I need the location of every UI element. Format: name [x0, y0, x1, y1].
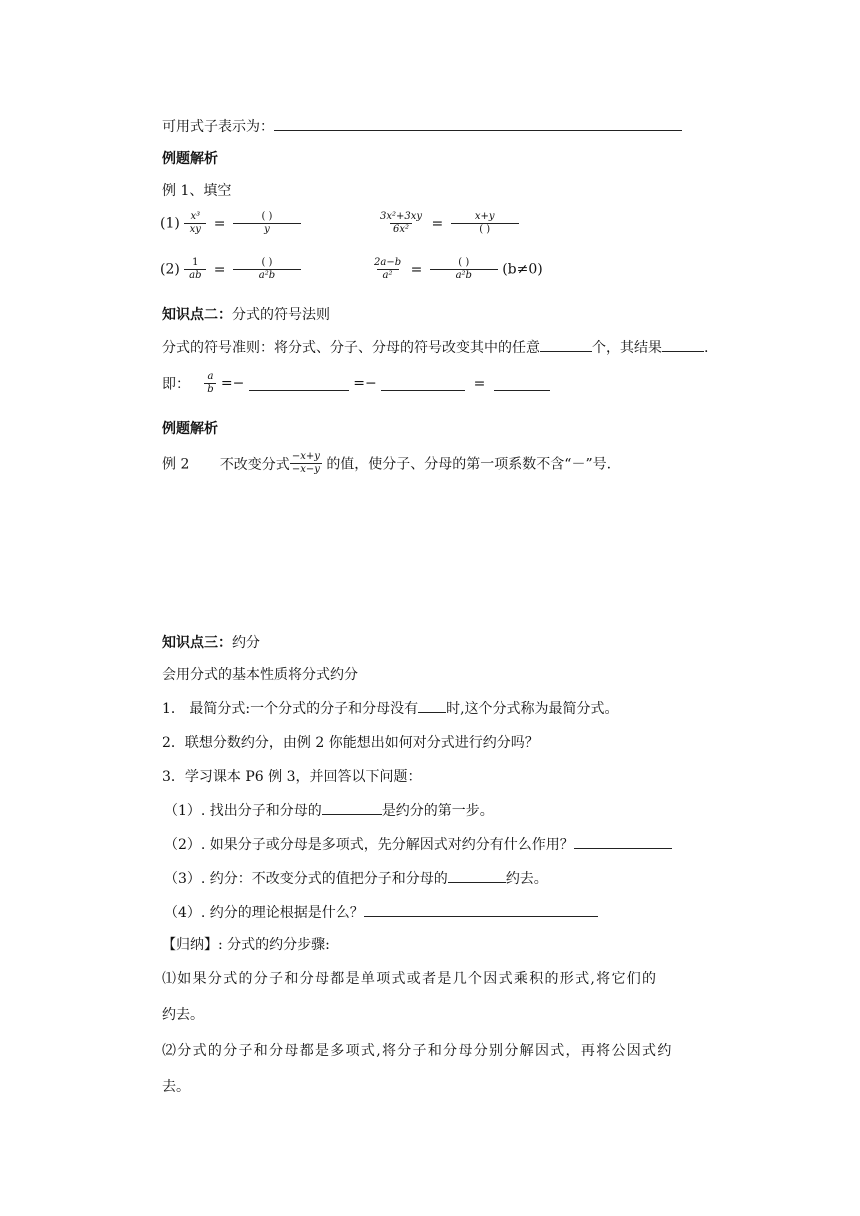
answer-fraction [233, 257, 301, 282]
denominator: a²b [233, 269, 301, 282]
section-title-2: 例题解析 [162, 421, 218, 437]
item-3: 3．学习课本 P6 例 3，并回答以下问题： [162, 769, 422, 785]
numerator: a [207, 371, 214, 382]
period: . [704, 340, 709, 356]
q4-text: （4）. 约分的理论根据是什么？ [164, 905, 364, 921]
numerator: x³ [190, 211, 201, 222]
ie-label: 即： [162, 376, 190, 393]
blank-2[interactable] [381, 376, 465, 391]
equals-sign: = [431, 215, 444, 232]
q3-text: （3）. 约分：不改变分式的值把分子和分母的 [164, 871, 448, 887]
equals-sign: = [213, 215, 226, 232]
q1-text: （1）. 找出分子和分母的 [164, 803, 322, 819]
question-1 [164, 800, 494, 820]
numerator: 2a−b [374, 257, 402, 268]
example-2-text-2: 的值，使分子、分母的第一项系数不含“－”号. [326, 456, 612, 473]
item-1 [162, 698, 619, 718]
ex1-problem-2 [378, 211, 519, 236]
knowledge-point-2 [162, 304, 330, 324]
question-2 [164, 834, 672, 854]
fraction [290, 451, 322, 476]
numerator: 1 [192, 257, 199, 268]
example-2-text: 不改变分式 [219, 456, 290, 473]
blank-1[interactable] [249, 376, 349, 391]
step-2-line-1: ⑵分式的分子和分母都是多项式,将分子和分母分别分解因式，再将公因式约 [162, 1043, 673, 1059]
blank[interactable] [418, 698, 446, 713]
condition-note: (b≠0) [502, 261, 543, 278]
sign-rule-equation [162, 371, 550, 396]
ex1-problem-1 [160, 211, 301, 236]
rule-text-2: 个，其结果 [592, 340, 662, 356]
section-title-1: 例题解析 [162, 151, 218, 167]
sign-rule [162, 337, 708, 357]
denominator: b [204, 383, 216, 396]
equals-minus: =− [353, 375, 377, 392]
item-2: 2．联想分数约分，由例 2 你能想出如何对分式进行约分吗？ [162, 735, 539, 751]
numerator: −x+y [291, 451, 320, 462]
problem-label: (2) [160, 261, 180, 278]
express-label: 可用式子表示为： [162, 119, 274, 135]
kp2-topic: 分式的符号法则 [232, 307, 330, 323]
numerator-blank[interactable]: ( ) [458, 257, 470, 268]
example-1-title: 例 1、填空 [162, 183, 232, 199]
equals-sign: = [213, 261, 226, 278]
blank[interactable] [448, 868, 506, 883]
denominator: 6x² [390, 223, 412, 236]
numerator-blank[interactable]: ( ) [261, 257, 273, 268]
q3-text-2: 约去。 [505, 871, 548, 887]
step-1-line-1: ⑴如果分式的分子和分母都是单项式或者是几个因式乘积的形式,将它们的 [162, 971, 658, 987]
example-2-label: 例 2 [162, 456, 190, 473]
summary-text: : 分式的约分步骤: [218, 937, 330, 953]
denominator: y [233, 223, 301, 236]
answer-fraction [233, 211, 301, 236]
equals-minus: =− [220, 375, 245, 392]
kp3-topic: 约分 [232, 635, 260, 651]
denominator: a²b [430, 269, 498, 282]
equals-sign: = [473, 375, 486, 392]
denominator-blank[interactable]: ( ) [451, 223, 519, 236]
ex1-problem-3 [160, 257, 301, 282]
question-3 [164, 868, 548, 888]
summary-heading: 【归纳】 [162, 937, 218, 953]
blank-3[interactable] [494, 376, 550, 391]
q2-text: （2）. 如果分子或分母是多项式，先分解因式对约分有什么作用？ [164, 837, 574, 853]
question-4 [164, 902, 598, 922]
blank[interactable] [322, 800, 382, 815]
fraction [184, 257, 206, 282]
numerator: x+y [474, 211, 495, 222]
blank[interactable] [364, 902, 598, 917]
equals-sign: = [410, 261, 423, 278]
answer-fraction [451, 211, 519, 236]
count-blank[interactable] [540, 337, 592, 352]
denominator: xy [184, 223, 206, 236]
kp3-heading: 知识点三： [162, 635, 232, 651]
blank[interactable] [574, 834, 672, 849]
item-1-text: 1． 最简分式:一个分式的分子和分母没有 [162, 701, 419, 717]
denominator: −x−y [291, 464, 320, 475]
denominator: a² [377, 269, 399, 282]
kp2-heading: 知识点二： [162, 307, 232, 323]
summary [162, 934, 330, 954]
problem-label: (1) [160, 215, 180, 232]
fraction [372, 257, 403, 282]
example-2 [162, 451, 611, 476]
rule-text: 分式的符号准则：将分式、分子、分母的符号改变其中的任意 [162, 340, 540, 356]
kp3-intro: 会用分式的基本性质将分式约分 [162, 667, 358, 683]
result-blank[interactable] [662, 337, 704, 352]
answer-fraction [430, 257, 498, 282]
express-line [162, 116, 682, 136]
numerator-blank[interactable]: ( ) [261, 211, 273, 222]
numerator: 3x²+3xy [380, 211, 423, 222]
fraction [378, 211, 424, 236]
item-1-text-2: 时,这个分式称为最简分式。 [446, 701, 619, 717]
knowledge-point-3 [162, 632, 260, 652]
ex1-problem-4 [372, 257, 543, 282]
fraction-a-over-b [204, 371, 216, 396]
answer-blank[interactable] [274, 116, 682, 131]
step-2-line-2: 去。 [162, 1079, 190, 1095]
denominator: ab [184, 269, 206, 282]
fraction [184, 211, 206, 236]
q1-text-2: 是约分的第一步。 [381, 803, 494, 819]
step-1-line-2: 约去。 [162, 1007, 204, 1023]
